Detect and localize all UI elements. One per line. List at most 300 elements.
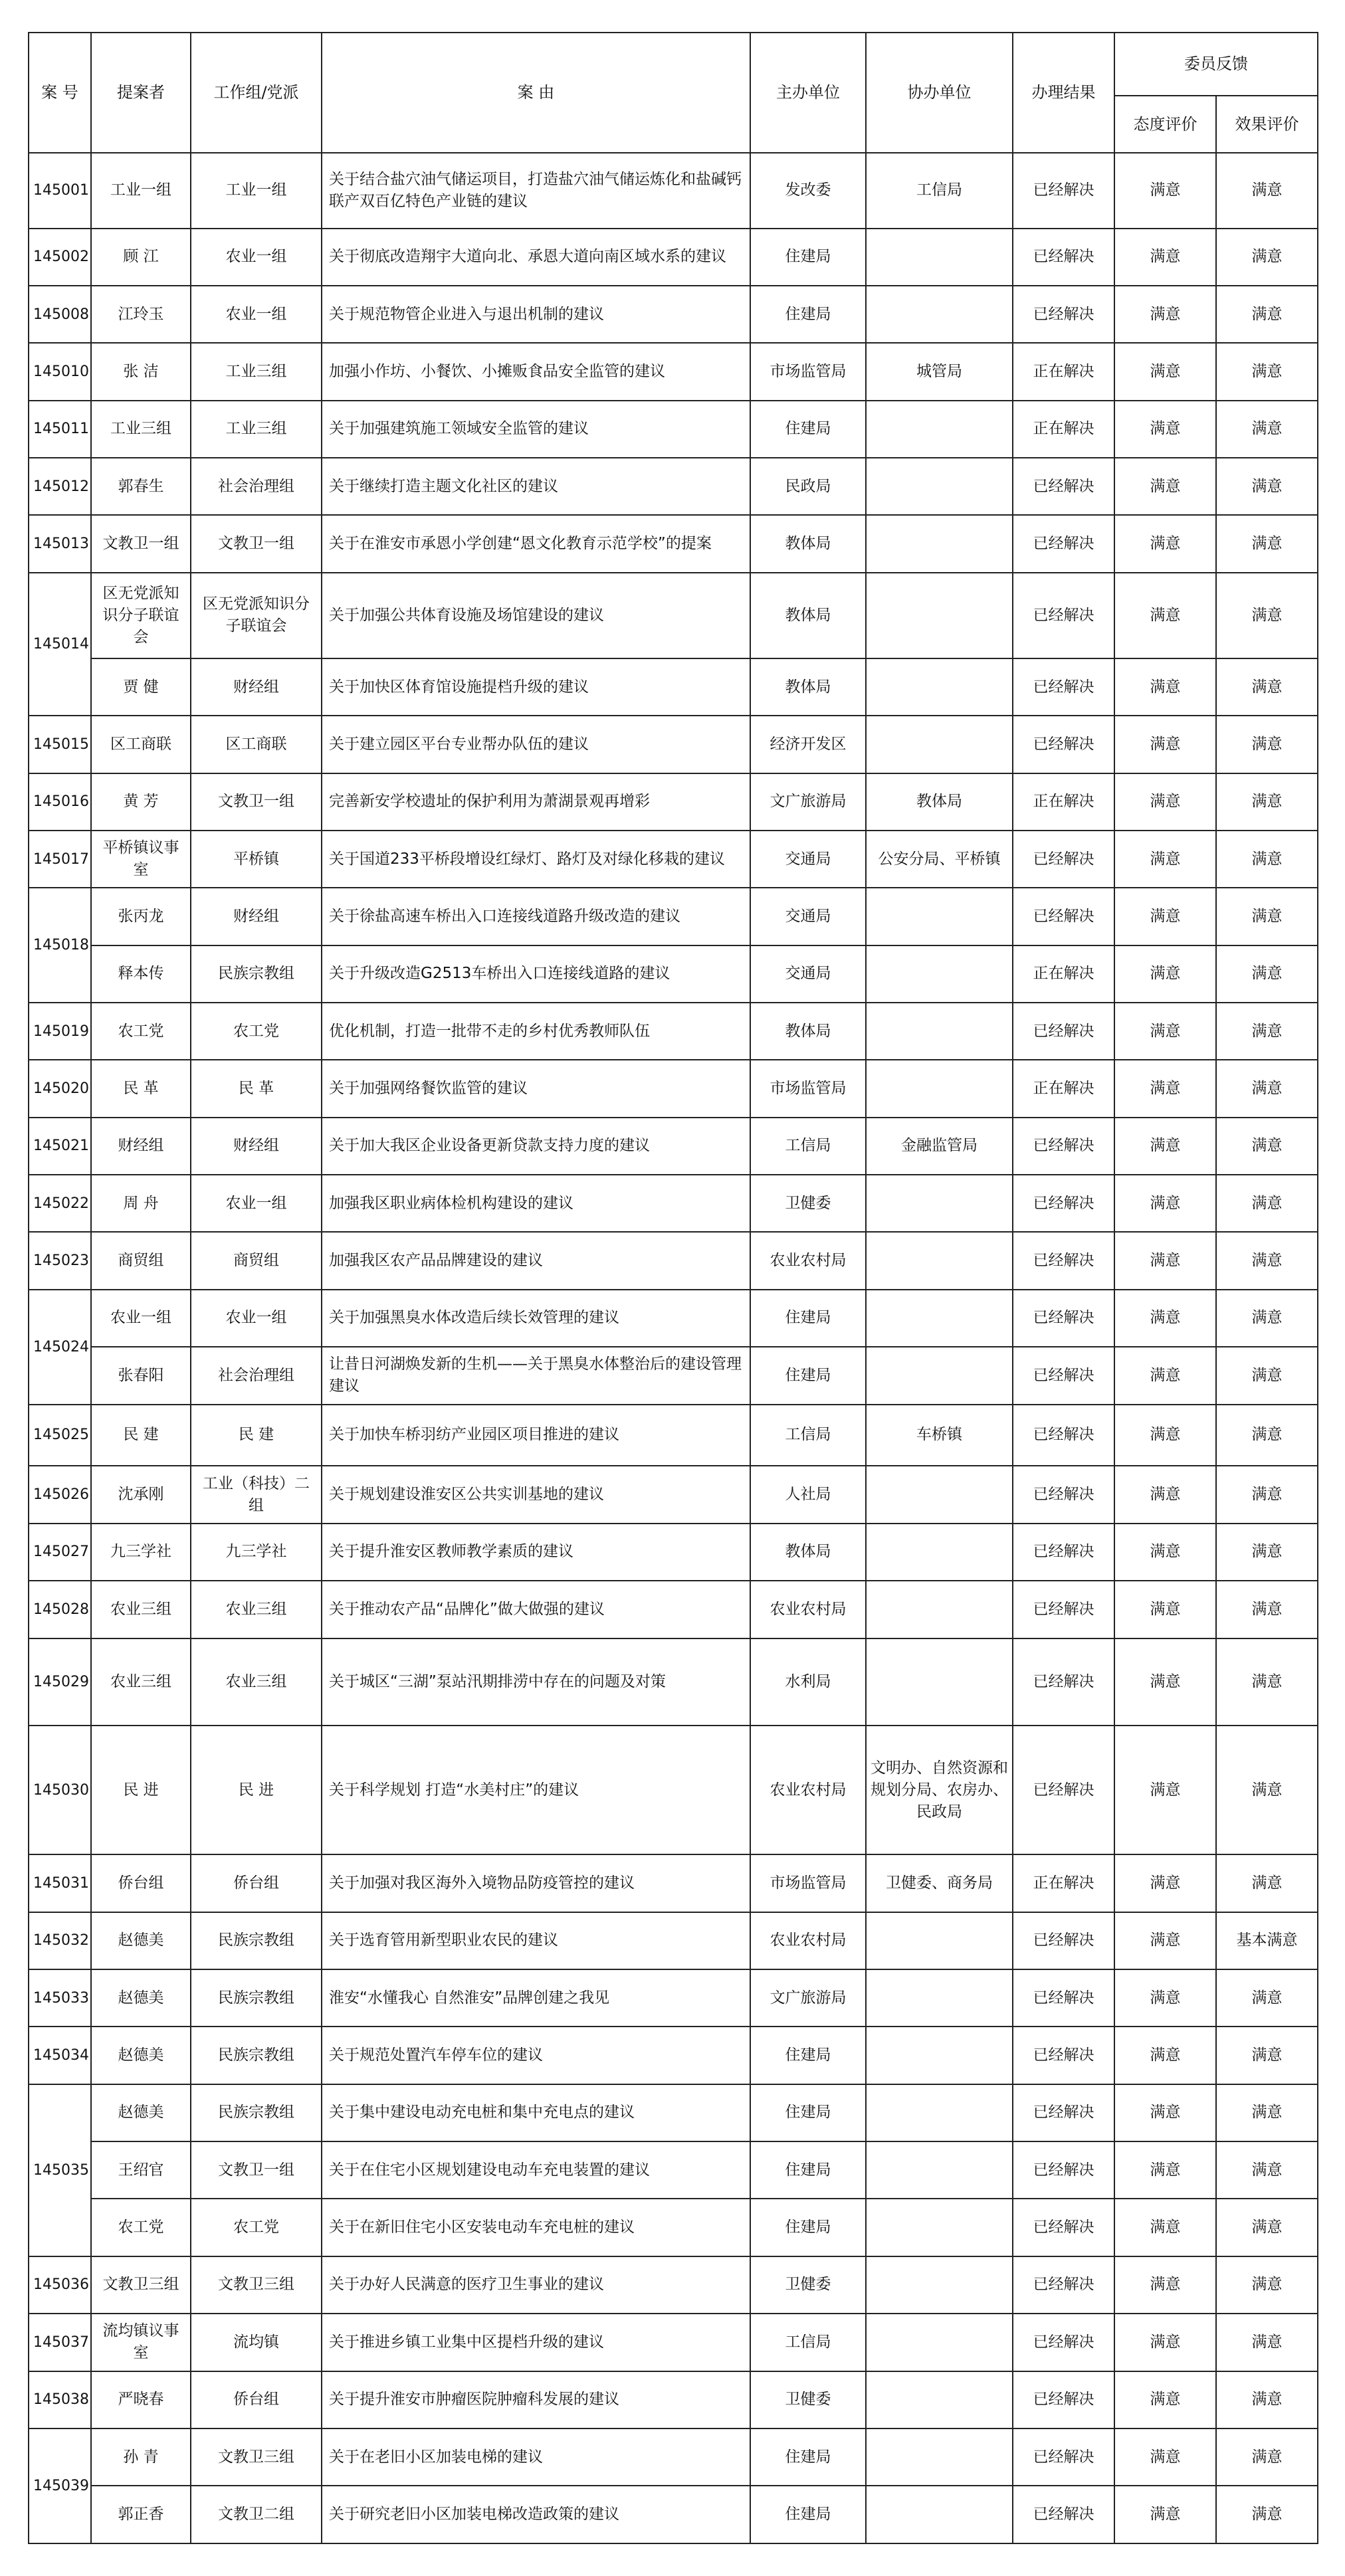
proposer-cell: 张春阳 <box>91 1347 191 1404</box>
case-no-cell: 145008 <box>29 286 91 343</box>
table-row <box>29 658 1318 716</box>
attitude-cell: 满意 <box>1114 573 1216 658</box>
table-header <box>29 33 1318 153</box>
header-effect: 效果评价 <box>1216 96 1318 153</box>
group-cell: 工业一组 <box>191 153 322 229</box>
assist-unit-cell <box>866 1232 1013 1289</box>
case-no-cell: 145026 <box>29 1466 91 1523</box>
group-cell: 农业一组 <box>191 1175 322 1232</box>
header-case-no: 案 号 <box>29 33 91 153</box>
reason-cell: 关于建立园区平台专业帮办队伍的建议 <box>322 716 750 773</box>
host-unit-cell: 住建局 <box>750 1290 866 1347</box>
attitude-cell: 满意 <box>1114 1638 1216 1726</box>
reason-cell: 关于加强黑臭水体改造后续长效管理的建议 <box>322 1290 750 1347</box>
attitude-cell: 满意 <box>1114 1969 1216 2027</box>
attitude-cell: 满意 <box>1114 2199 1216 2256</box>
result-cell: 已经解决 <box>1013 515 1114 572</box>
result-cell: 已经解决 <box>1013 153 1114 229</box>
assist-unit-cell <box>866 2314 1013 2371</box>
case-no-cell: 145012 <box>29 458 91 515</box>
assist-unit-cell <box>866 229 1013 286</box>
assist-unit-cell <box>866 515 1013 572</box>
host-unit-cell: 教体局 <box>750 515 866 572</box>
group-cell: 民族宗教组 <box>191 2084 322 2141</box>
effect-cell: 满意 <box>1216 831 1318 888</box>
attitude-cell: 满意 <box>1114 1290 1216 1347</box>
result-cell: 正在解决 <box>1013 1060 1114 1117</box>
table-row <box>29 2428 1318 2486</box>
reason-cell: 加强我区农产品品牌建设的建议 <box>322 1232 750 1289</box>
effect-cell: 满意 <box>1216 2027 1318 2084</box>
host-unit-cell: 水利局 <box>750 1638 866 1726</box>
assist-unit-cell <box>866 401 1013 458</box>
host-unit-cell: 农业农村局 <box>750 1581 866 1638</box>
attitude-cell: 满意 <box>1114 1175 1216 1232</box>
effect-cell: 满意 <box>1216 2256 1318 2314</box>
table-row <box>29 2141 1318 2199</box>
result-cell: 已经解决 <box>1013 1726 1114 1855</box>
attitude-cell: 满意 <box>1114 343 1216 400</box>
group-cell: 农工党 <box>191 1003 322 1060</box>
group-cell: 民族宗教组 <box>191 2027 322 2084</box>
attitude-cell: 满意 <box>1114 515 1216 572</box>
host-unit-cell: 住建局 <box>750 2084 866 2141</box>
host-unit-cell: 住建局 <box>750 2486 866 2543</box>
host-unit-cell: 卫健委 <box>750 2256 866 2314</box>
table-row <box>29 1726 1318 1855</box>
case-no-cell: 145018 <box>29 888 91 1003</box>
effect-cell: 满意 <box>1216 286 1318 343</box>
attitude-cell: 满意 <box>1114 2314 1216 2371</box>
assist-unit-cell <box>866 2371 1013 2428</box>
group-cell: 社会治理组 <box>191 458 322 515</box>
host-unit-cell: 工信局 <box>750 1118 866 1175</box>
reason-cell: 关于规范物管企业进入与退出机制的建议 <box>322 286 750 343</box>
host-unit-cell: 农业农村局 <box>750 1912 866 1969</box>
result-cell: 已经解决 <box>1013 1290 1114 1347</box>
host-unit-cell: 农业农村局 <box>750 1726 866 1855</box>
proposer-cell: 顾 江 <box>91 229 191 286</box>
header-feedback: 委员反馈 <box>1114 33 1318 96</box>
case-no-cell: 145024 <box>29 1290 91 1405</box>
attitude-cell: 满意 <box>1114 1347 1216 1404</box>
table-row <box>29 2256 1318 2314</box>
effect-cell: 满意 <box>1216 2486 1318 2543</box>
result-cell: 已经解决 <box>1013 716 1114 773</box>
case-no-cell: 145031 <box>29 1854 91 1912</box>
reason-cell: 关于规划建设淮安区公共实训基地的建议 <box>322 1466 750 1523</box>
case-no-cell: 145033 <box>29 1969 91 2027</box>
proposer-cell: 民 革 <box>91 1060 191 1117</box>
proposer-cell: 江玲玉 <box>91 286 191 343</box>
table-body <box>29 153 1318 2543</box>
case-no-cell: 145016 <box>29 773 91 831</box>
effect-cell: 满意 <box>1216 1003 1318 1060</box>
attitude-cell: 满意 <box>1114 1726 1216 1855</box>
effect-cell: 满意 <box>1216 773 1318 831</box>
assist-unit-cell: 金融监管局 <box>866 1118 1013 1175</box>
proposer-cell: 侨台组 <box>91 1854 191 1912</box>
reason-cell: 关于加大我区企业设备更新贷款支持力度的建议 <box>322 1118 750 1175</box>
reason-cell: 关于提升淮安区教师教学素质的建议 <box>322 1524 750 1581</box>
group-cell: 工业三组 <box>191 343 322 400</box>
effect-cell: 满意 <box>1216 945 1318 1003</box>
assist-unit-cell <box>866 1581 1013 1638</box>
result-cell: 已经解决 <box>1013 1912 1114 1969</box>
attitude-cell: 满意 <box>1114 2141 1216 2199</box>
assist-unit-cell: 公安分局、平桥镇 <box>866 831 1013 888</box>
result-cell: 已经解决 <box>1013 1405 1114 1466</box>
attitude-cell: 满意 <box>1114 2428 1216 2486</box>
group-cell: 文教卫三组 <box>191 2428 322 2486</box>
effect-cell: 满意 <box>1216 716 1318 773</box>
group-cell: 区无党派知识分子联谊会 <box>191 573 322 658</box>
proposer-cell: 孙 青 <box>91 2428 191 2486</box>
proposal-table <box>28 32 1318 2544</box>
result-cell: 已经解决 <box>1013 229 1114 286</box>
table-row <box>29 831 1318 888</box>
header-assist-unit: 协办单位 <box>866 33 1013 153</box>
reason-cell: 加强小作坊、小餐饮、小摊贩食品安全监管的建议 <box>322 343 750 400</box>
proposer-cell: 区无党派知识分子联谊会 <box>91 573 191 658</box>
result-cell: 已经解决 <box>1013 573 1114 658</box>
reason-cell: 关于继续打造主题文化社区的建议 <box>322 458 750 515</box>
table-row <box>29 1581 1318 1638</box>
reason-cell: 关于升级改造G2513车桥出入口连接线道路的建议 <box>322 945 750 1003</box>
group-cell: 文教卫一组 <box>191 2141 322 2199</box>
table-row <box>29 1003 1318 1060</box>
table-row <box>29 1638 1318 1726</box>
group-cell: 商贸组 <box>191 1232 322 1289</box>
result-cell: 已经解决 <box>1013 1003 1114 1060</box>
proposer-cell: 释本传 <box>91 945 191 1003</box>
case-no-cell: 145034 <box>29 2027 91 2084</box>
proposer-cell: 张 洁 <box>91 343 191 400</box>
table-row <box>29 515 1318 572</box>
proposer-cell: 流均镇议事室 <box>91 2314 191 2371</box>
case-no-cell: 145039 <box>29 2428 91 2543</box>
proposer-cell: 工业三组 <box>91 401 191 458</box>
group-cell: 财经组 <box>191 888 322 945</box>
case-no-cell: 145028 <box>29 1581 91 1638</box>
reason-cell: 关于加强公共体育设施及场馆建设的建议 <box>322 573 750 658</box>
result-cell: 已经解决 <box>1013 458 1114 515</box>
effect-cell: 满意 <box>1216 343 1318 400</box>
result-cell: 已经解决 <box>1013 1969 1114 2027</box>
assist-unit-cell <box>866 945 1013 1003</box>
host-unit-cell: 工信局 <box>750 1405 866 1466</box>
effect-cell: 满意 <box>1216 658 1318 716</box>
assist-unit-cell <box>866 888 1013 945</box>
table-row <box>29 1118 1318 1175</box>
result-cell: 已经解决 <box>1013 1638 1114 1726</box>
host-unit-cell: 交通局 <box>750 888 866 945</box>
proposer-cell: 区工商联 <box>91 716 191 773</box>
assist-unit-cell: 教体局 <box>866 773 1013 831</box>
case-no-cell: 145038 <box>29 2371 91 2428</box>
group-cell: 社会治理组 <box>191 1347 322 1404</box>
reason-cell: 关于城区“三湖”泵站汛期排涝中存在的问题及对策 <box>322 1638 750 1726</box>
header-proposer: 提案者 <box>91 33 191 153</box>
attitude-cell: 满意 <box>1114 831 1216 888</box>
attitude-cell: 满意 <box>1114 1232 1216 1289</box>
effect-cell: 满意 <box>1216 153 1318 229</box>
group-cell: 民族宗教组 <box>191 1912 322 1969</box>
host-unit-cell: 住建局 <box>750 2428 866 2486</box>
case-no-cell: 145010 <box>29 343 91 400</box>
assist-unit-cell <box>866 2486 1013 2543</box>
attitude-cell: 满意 <box>1114 658 1216 716</box>
reason-cell: 关于办好人民满意的医疗卫生事业的建议 <box>322 2256 750 2314</box>
result-cell: 已经解决 <box>1013 2371 1114 2428</box>
header-host-unit: 主办单位 <box>750 33 866 153</box>
effect-cell: 满意 <box>1216 229 1318 286</box>
table-row <box>29 1524 1318 1581</box>
case-no-cell: 145015 <box>29 716 91 773</box>
header-group: 工作组/党派 <box>191 33 322 153</box>
table-row <box>29 2199 1318 2256</box>
host-unit-cell: 住建局 <box>750 1347 866 1404</box>
group-cell: 农业一组 <box>191 1290 322 1347</box>
assist-unit-cell <box>866 573 1013 658</box>
reason-cell: 关于国道233平桥段增设红绿灯、路灯及对绿化移栽的建议 <box>322 831 750 888</box>
attitude-cell: 满意 <box>1114 888 1216 945</box>
host-unit-cell: 交通局 <box>750 945 866 1003</box>
effect-cell: 满意 <box>1216 515 1318 572</box>
proposer-cell: 民 进 <box>91 1726 191 1855</box>
proposer-cell: 赵德美 <box>91 2027 191 2084</box>
case-no-cell: 145020 <box>29 1060 91 1117</box>
proposer-cell: 财经组 <box>91 1118 191 1175</box>
reason-cell: 关于选育管用新型职业农民的建议 <box>322 1912 750 1969</box>
attitude-cell: 满意 <box>1114 716 1216 773</box>
effect-cell: 满意 <box>1216 1175 1318 1232</box>
group-cell: 工业三组 <box>191 401 322 458</box>
host-unit-cell: 市场监管局 <box>750 343 866 400</box>
reason-cell: 关于在新旧住宅小区安装电动车充电桩的建议 <box>322 2199 750 2256</box>
group-cell: 民 革 <box>191 1060 322 1117</box>
group-cell: 流均镇 <box>191 2314 322 2371</box>
effect-cell: 满意 <box>1216 1347 1318 1404</box>
assist-unit-cell <box>866 2084 1013 2141</box>
proposer-cell: 文教卫三组 <box>91 2256 191 2314</box>
effect-cell: 满意 <box>1216 458 1318 515</box>
table-row <box>29 888 1318 945</box>
table-row <box>29 2084 1318 2141</box>
effect-cell: 满意 <box>1216 1466 1318 1523</box>
case-no-cell: 145037 <box>29 2314 91 2371</box>
case-no-cell: 145027 <box>29 1524 91 1581</box>
host-unit-cell: 教体局 <box>750 573 866 658</box>
assist-unit-cell <box>866 2027 1013 2084</box>
host-unit-cell: 市场监管局 <box>750 1060 866 1117</box>
assist-unit-cell <box>866 1347 1013 1404</box>
result-cell: 已经解决 <box>1013 1581 1114 1638</box>
attitude-cell: 满意 <box>1114 2371 1216 2428</box>
attitude-cell: 满意 <box>1114 1405 1216 1466</box>
case-no-cell: 145017 <box>29 831 91 888</box>
proposer-cell: 沈承刚 <box>91 1466 191 1523</box>
result-cell: 已经解决 <box>1013 2084 1114 2141</box>
attitude-cell: 满意 <box>1114 2084 1216 2141</box>
reason-cell: 关于在淮安市承恩小学创建“恩文化教育示范学校”的提案 <box>322 515 750 572</box>
table-row <box>29 286 1318 343</box>
proposer-cell: 九三学社 <box>91 1524 191 1581</box>
table-row <box>29 1060 1318 1117</box>
attitude-cell: 满意 <box>1114 945 1216 1003</box>
reason-cell: 关于规范处置汽车停车位的建议 <box>322 2027 750 2084</box>
group-cell: 区工商联 <box>191 716 322 773</box>
group-cell: 农工党 <box>191 2199 322 2256</box>
result-cell: 已经解决 <box>1013 2141 1114 2199</box>
proposer-cell: 农工党 <box>91 2199 191 2256</box>
case-no-cell: 145029 <box>29 1638 91 1726</box>
reason-cell: 关于加强建筑施工领域安全监管的建议 <box>322 401 750 458</box>
reason-cell: 让昔日河湖焕发新的生机——关于黑臭水体整治后的建设管理建议 <box>322 1347 750 1404</box>
table-row <box>29 458 1318 515</box>
host-unit-cell: 卫健委 <box>750 1175 866 1232</box>
table-row <box>29 716 1318 773</box>
effect-cell: 满意 <box>1216 1405 1318 1466</box>
assist-unit-cell <box>866 1175 1013 1232</box>
proposer-cell: 赵德美 <box>91 1969 191 2027</box>
effect-cell: 基本满意 <box>1216 1912 1318 1969</box>
case-no-cell: 145022 <box>29 1175 91 1232</box>
host-unit-cell: 住建局 <box>750 2027 866 2084</box>
result-cell: 正在解决 <box>1013 343 1114 400</box>
case-no-cell: 145001 <box>29 153 91 229</box>
attitude-cell: 满意 <box>1114 1003 1216 1060</box>
proposer-cell: 贾 健 <box>91 658 191 716</box>
reason-cell: 淮安“水懂我心 自然淮安”品牌创建之我见 <box>322 1969 750 2027</box>
group-cell: 平桥镇 <box>191 831 322 888</box>
result-cell: 已经解决 <box>1013 2314 1114 2371</box>
assist-unit-cell: 卫健委、商务局 <box>866 1854 1013 1912</box>
attitude-cell: 满意 <box>1114 286 1216 343</box>
effect-cell: 满意 <box>1216 2141 1318 2199</box>
group-cell: 民族宗教组 <box>191 1969 322 2027</box>
proposer-cell: 王绍官 <box>91 2141 191 2199</box>
attitude-cell: 满意 <box>1114 2486 1216 2543</box>
group-cell: 侨台组 <box>191 1854 322 1912</box>
result-cell: 已经解决 <box>1013 1175 1114 1232</box>
host-unit-cell: 住建局 <box>750 2199 866 2256</box>
assist-unit-cell <box>866 1524 1013 1581</box>
host-unit-cell: 人社局 <box>750 1466 866 1523</box>
assist-unit-cell <box>866 1003 1013 1060</box>
proposer-cell: 民 建 <box>91 1405 191 1466</box>
group-cell: 文教卫一组 <box>191 773 322 831</box>
effect-cell: 满意 <box>1216 1524 1318 1581</box>
result-cell: 正在解决 <box>1013 1854 1114 1912</box>
assist-unit-cell <box>866 286 1013 343</box>
attitude-cell: 满意 <box>1114 2256 1216 2314</box>
group-cell: 民族宗教组 <box>191 945 322 1003</box>
result-cell: 已经解决 <box>1013 1118 1114 1175</box>
proposer-cell: 赵德美 <box>91 2084 191 2141</box>
table-row <box>29 1175 1318 1232</box>
attitude-cell: 满意 <box>1114 458 1216 515</box>
assist-unit-cell <box>866 458 1013 515</box>
table-row <box>29 343 1318 400</box>
reason-cell: 关于推进乡镇工业集中区提档升级的建议 <box>322 2314 750 2371</box>
host-unit-cell: 教体局 <box>750 1524 866 1581</box>
proposer-cell: 张丙龙 <box>91 888 191 945</box>
table-row <box>29 1232 1318 1289</box>
proposer-cell: 黄 芳 <box>91 773 191 831</box>
reason-cell: 优化机制，打造一批带不走的乡村优秀教师队伍 <box>322 1003 750 1060</box>
table-row <box>29 1405 1318 1466</box>
assist-unit-cell <box>866 1912 1013 1969</box>
case-no-cell: 145023 <box>29 1232 91 1289</box>
assist-unit-cell: 车桥镇 <box>866 1405 1013 1466</box>
table-row <box>29 2371 1318 2428</box>
header-reason: 案 由 <box>322 33 750 153</box>
assist-unit-cell <box>866 2141 1013 2199</box>
reason-cell: 关于加快区体育馆设施提档升级的建议 <box>322 658 750 716</box>
attitude-cell: 满意 <box>1114 1581 1216 1638</box>
reason-cell: 关于在住宅小区规划建设电动车充电装置的建议 <box>322 2141 750 2199</box>
case-no-cell: 145036 <box>29 2256 91 2314</box>
effect-cell: 满意 <box>1216 1969 1318 2027</box>
host-unit-cell: 经济开发区 <box>750 716 866 773</box>
group-cell: 农业一组 <box>191 286 322 343</box>
result-cell: 已经解决 <box>1013 658 1114 716</box>
host-unit-cell: 文广旅游局 <box>750 1969 866 2027</box>
result-cell: 已经解决 <box>1013 2486 1114 2543</box>
proposer-cell: 农业三组 <box>91 1581 191 1638</box>
case-no-cell: 145014 <box>29 573 91 716</box>
table-row <box>29 1290 1318 1347</box>
proposer-cell: 农工党 <box>91 1003 191 1060</box>
case-no-cell: 145025 <box>29 1405 91 1466</box>
reason-cell: 关于在老旧小区加装电梯的建议 <box>322 2428 750 2486</box>
result-cell: 正在解决 <box>1013 773 1114 831</box>
effect-cell: 满意 <box>1216 2199 1318 2256</box>
result-cell: 已经解决 <box>1013 2027 1114 2084</box>
table-row <box>29 1854 1318 1912</box>
group-cell: 农业一组 <box>191 229 322 286</box>
reason-cell: 关于研究老旧小区加装电梯改造政策的建议 <box>322 2486 750 2543</box>
reason-cell: 关于推动农产品“品牌化”做大做强的建议 <box>322 1581 750 1638</box>
result-cell: 已经解决 <box>1013 1524 1114 1581</box>
result-cell: 已经解决 <box>1013 1347 1114 1404</box>
proposer-cell: 商贸组 <box>91 1232 191 1289</box>
group-cell: 文教卫三组 <box>191 2256 322 2314</box>
table-row <box>29 1969 1318 2027</box>
assist-unit-cell <box>866 716 1013 773</box>
group-cell: 九三学社 <box>191 1524 322 1581</box>
result-cell: 已经解决 <box>1013 831 1114 888</box>
reason-cell: 关于提升淮安市肿瘤医院肿瘤科发展的建议 <box>322 2371 750 2428</box>
reason-cell: 关于彻底改造翔宇大道向北、承恩大道向南区域水系的建议 <box>322 229 750 286</box>
host-unit-cell: 工信局 <box>750 2314 866 2371</box>
host-unit-cell: 文广旅游局 <box>750 773 866 831</box>
assist-unit-cell <box>866 1969 1013 2027</box>
effect-cell: 满意 <box>1216 888 1318 945</box>
group-cell: 文教卫二组 <box>191 2486 322 2543</box>
case-no-cell: 145021 <box>29 1118 91 1175</box>
group-cell: 财经组 <box>191 658 322 716</box>
effect-cell: 满意 <box>1216 401 1318 458</box>
assist-unit-cell: 文明办、自然资源和规划分局、农房办、民政局 <box>866 1726 1013 1855</box>
result-cell: 已经解决 <box>1013 2199 1114 2256</box>
header-result: 办理结果 <box>1013 33 1114 153</box>
proposer-cell: 平桥镇议事室 <box>91 831 191 888</box>
host-unit-cell: 教体局 <box>750 1003 866 1060</box>
attitude-cell: 满意 <box>1114 2027 1216 2084</box>
result-cell: 已经解决 <box>1013 1232 1114 1289</box>
